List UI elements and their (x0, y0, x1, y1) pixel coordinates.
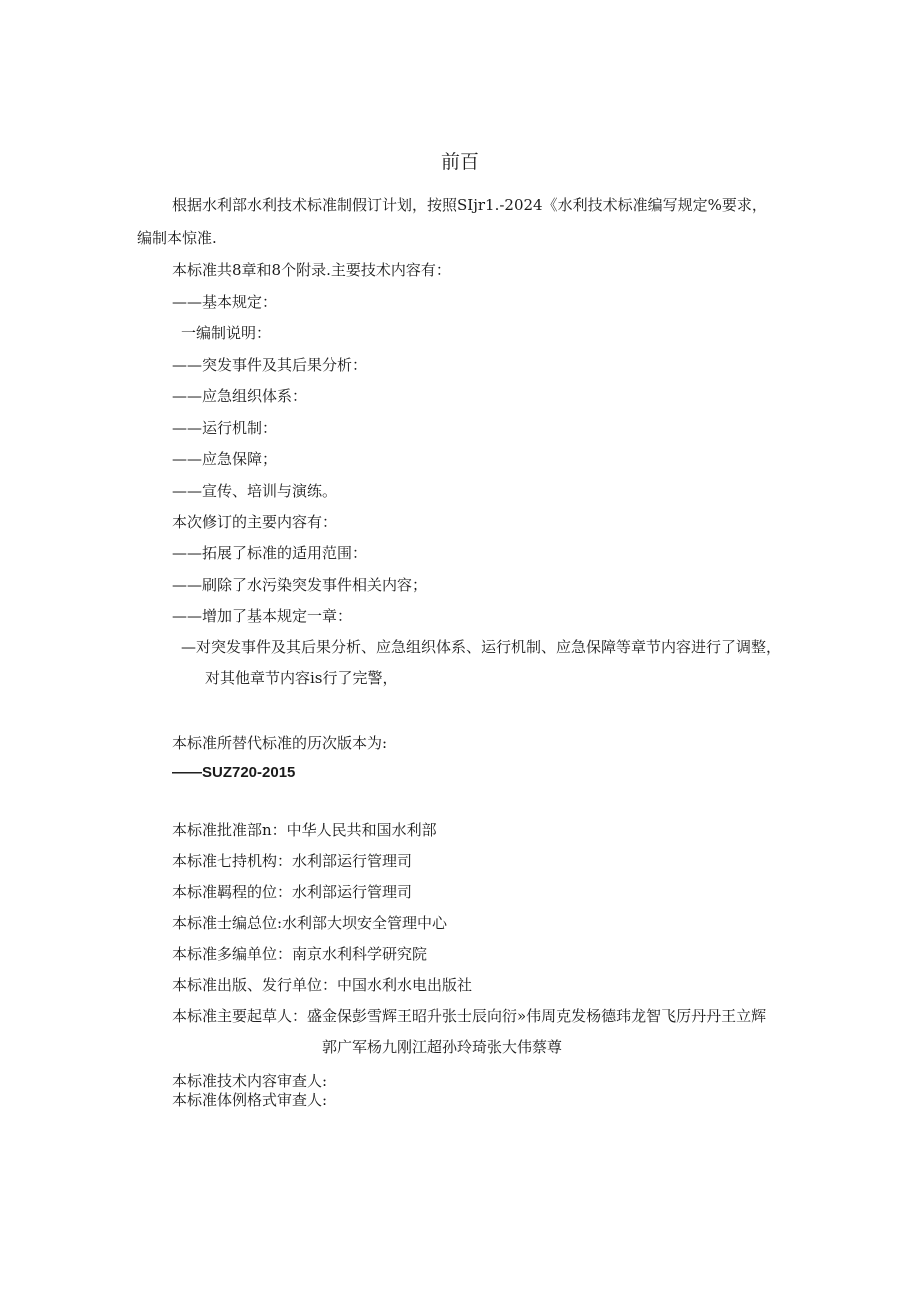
drafters-line-continued: 郭广军杨九刚江超孙玲琦张大伟蔡尊 (322, 1038, 563, 1056)
credit-line: 本标准七持机构：水利部运行管理司 (172, 852, 413, 870)
credit-line: 本标准批准部n：中华人民共和国水利部 (172, 821, 437, 839)
content-item: ——应急保障； (172, 450, 278, 468)
revision-item: ——刷除了水污染突发事件相关内容； (172, 576, 428, 594)
revision-item: —对突发事件及其后果分析、应急组织体系、运行机制、应急保障等章节内容进行了调整， (181, 638, 782, 656)
replaced-lead: 本标准所替代标准的历次版本为: (172, 734, 388, 752)
page-title: 前百 (440, 151, 479, 173)
content-item: 一编制说明： (181, 324, 272, 342)
credit-line: 本标准士编总位:水利部大坝安全管理中心 (172, 914, 448, 932)
credit-line: 本标准多编单位：南京水利科学研究院 (172, 945, 428, 963)
drafters-line: 本标准主要起草人：盛金保彭雪辉王昭升张士辰向衍»伟周克发杨德玮龙智飞厉丹丹王立辉 (172, 1007, 767, 1025)
content-item: ——运行机制： (172, 419, 278, 437)
content-item: ——基本规定： (172, 293, 278, 311)
credit-line: 本标准羁程的位：水利部运行管理司 (172, 883, 413, 901)
revision-item: ——增加了基本规定一章： (172, 607, 353, 625)
credit-line: 本标准出版、发行单位：中国水利水电出版社 (172, 976, 473, 994)
content-item: ——应急组织体系： (172, 387, 308, 405)
reviewer-line: 本标准体例格式审查人: (172, 1091, 328, 1109)
intro-line-1: 根据水利部水利技术标准制假订计划，按照SIjr1.-2024《水利技术标准编写规定%要求， (172, 196, 767, 214)
content-item: ——突发事件及其后果分析： (172, 356, 368, 374)
revision-item-continued: 对其他章节内容is行了完警， (205, 669, 398, 687)
content-summary-lead: 本标准共8章和8个附录.主要技术内容有： (172, 261, 451, 279)
reviewer-line: 本标准技术内容审查人: (172, 1072, 328, 1090)
revision-item: ——拓展了标准的适用范围： (172, 544, 368, 562)
content-item: ——宣传、培训与演练。 (172, 482, 338, 500)
intro-line-2: 编制本惊准. (137, 229, 217, 247)
revision-lead: 本次修订的主要内容有： (172, 513, 338, 531)
replaced-version: ——SUZ720-2015 (172, 764, 296, 781)
